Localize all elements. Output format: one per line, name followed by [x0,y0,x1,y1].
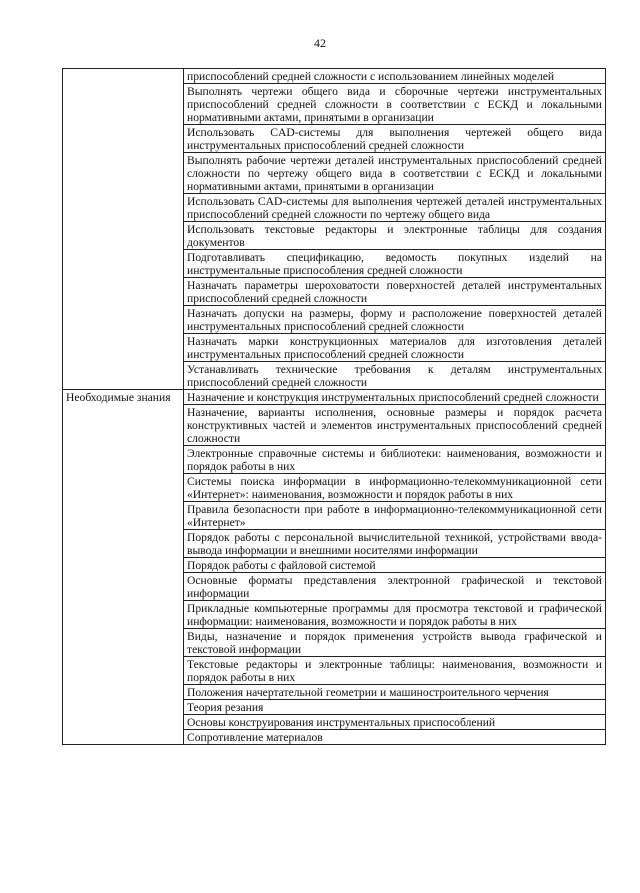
knowledge-item: Теория резания [184,700,606,715]
skill-item: Выполнять чертежи общего вида и сборочные чертежи инструментальных приспособлений средней сложности в соответствии с ЕСКД и локальными нормативными актами, принятыми в организации [184,84,606,125]
knowledge-item: Прикладные компьютерные программы для просмотра текстовой и графической информации: наименования, возможности и порядок работы в них [184,601,606,629]
knowledge-item: Электронные справочные системы и библиотеки: наименования, возможности и порядок работы в них [184,446,606,474]
knowledge-item: Положения начертательной геометрии и машиностроительного черчения [184,685,606,700]
knowledge-item: Текстовые редакторы и электронные таблицы: наименования, возможности и порядок работы в них [184,657,606,685]
skill-item: Устанавливать технические требования к деталям инструментальных приспособлений средней сложности [184,362,606,390]
knowledge-item: Правила безопасности при работе в информационно-телекоммуникационной сети «Интернет» [184,502,606,530]
skill-item: Использовать CAD-системы для выполнения чертежей общего вида инструментальных приспособлений средней сложности [184,125,606,153]
skill-item: Назначать допуски на размеры, форму и расположение поверхностей деталей инструментальных приспособлений средней сложности [184,306,606,334]
knowledge-item: Назначение и конструкция инструментальных приспособлений средней сложности [184,390,606,405]
skill-item: Использовать текстовые редакторы и электронные таблицы для создания документов [184,222,606,250]
skill-item: Использовать CAD-системы для выполнения чертежей деталей инструментальных приспособлений средней сложности по чертежу общего вида [184,194,606,222]
knowledge-item: Сопротивление материалов [184,730,606,745]
skill-item: Подготавливать спецификацию, ведомость покупных изделий на инструментальные приспособления средней сложности [184,250,606,278]
requirements-table [62,68,606,745]
table-row [63,390,606,405]
skill-item: Назначать параметры шероховатости поверхностей деталей инструментальных приспособлений средней сложности [184,278,606,306]
skill-item: Назначать марки конструкционных материалов для изготовления деталей инструментальных приспособлений средней сложности [184,334,606,362]
knowledge-item: Порядок работы с персональной вычислительной техникой, устройствами ввода-вывода информации и внешними носителями информации [184,530,606,558]
skill-item: приспособлений средней сложности с использованием линейных моделей [184,69,606,84]
knowledge-label: Необходимые знания [63,390,184,745]
skills-label-cell [63,69,184,390]
knowledge-item: Основы конструирования инструментальных приспособлений [184,715,606,730]
knowledge-item: Системы поиска информации в информационно-телекоммуникационной сети «Интернет»: наименования, возможности и порядок работы в них [184,474,606,502]
page-number: 42 [314,36,326,50]
knowledge-item: Назначение, варианты исполнения, основные размеры и порядок расчета конструктивных частей и элементов инструментальных приспособлений средней сложности [184,405,606,446]
knowledge-item: Виды, назначение и порядок применения устройств вывода графической и текстовой информации [184,629,606,657]
table-row [63,69,606,84]
knowledge-item: Основные форматы представления электронной графической и текстовой информации [184,573,606,601]
knowledge-item: Порядок работы с файловой системой [184,558,606,573]
skill-item: Выполнять рабочие чертежи деталей инструментальных приспособлений средней сложности по чертежу общего вида в соответствии с ЕСКД и локальными нормативными актами, принятыми в организации [184,153,606,194]
